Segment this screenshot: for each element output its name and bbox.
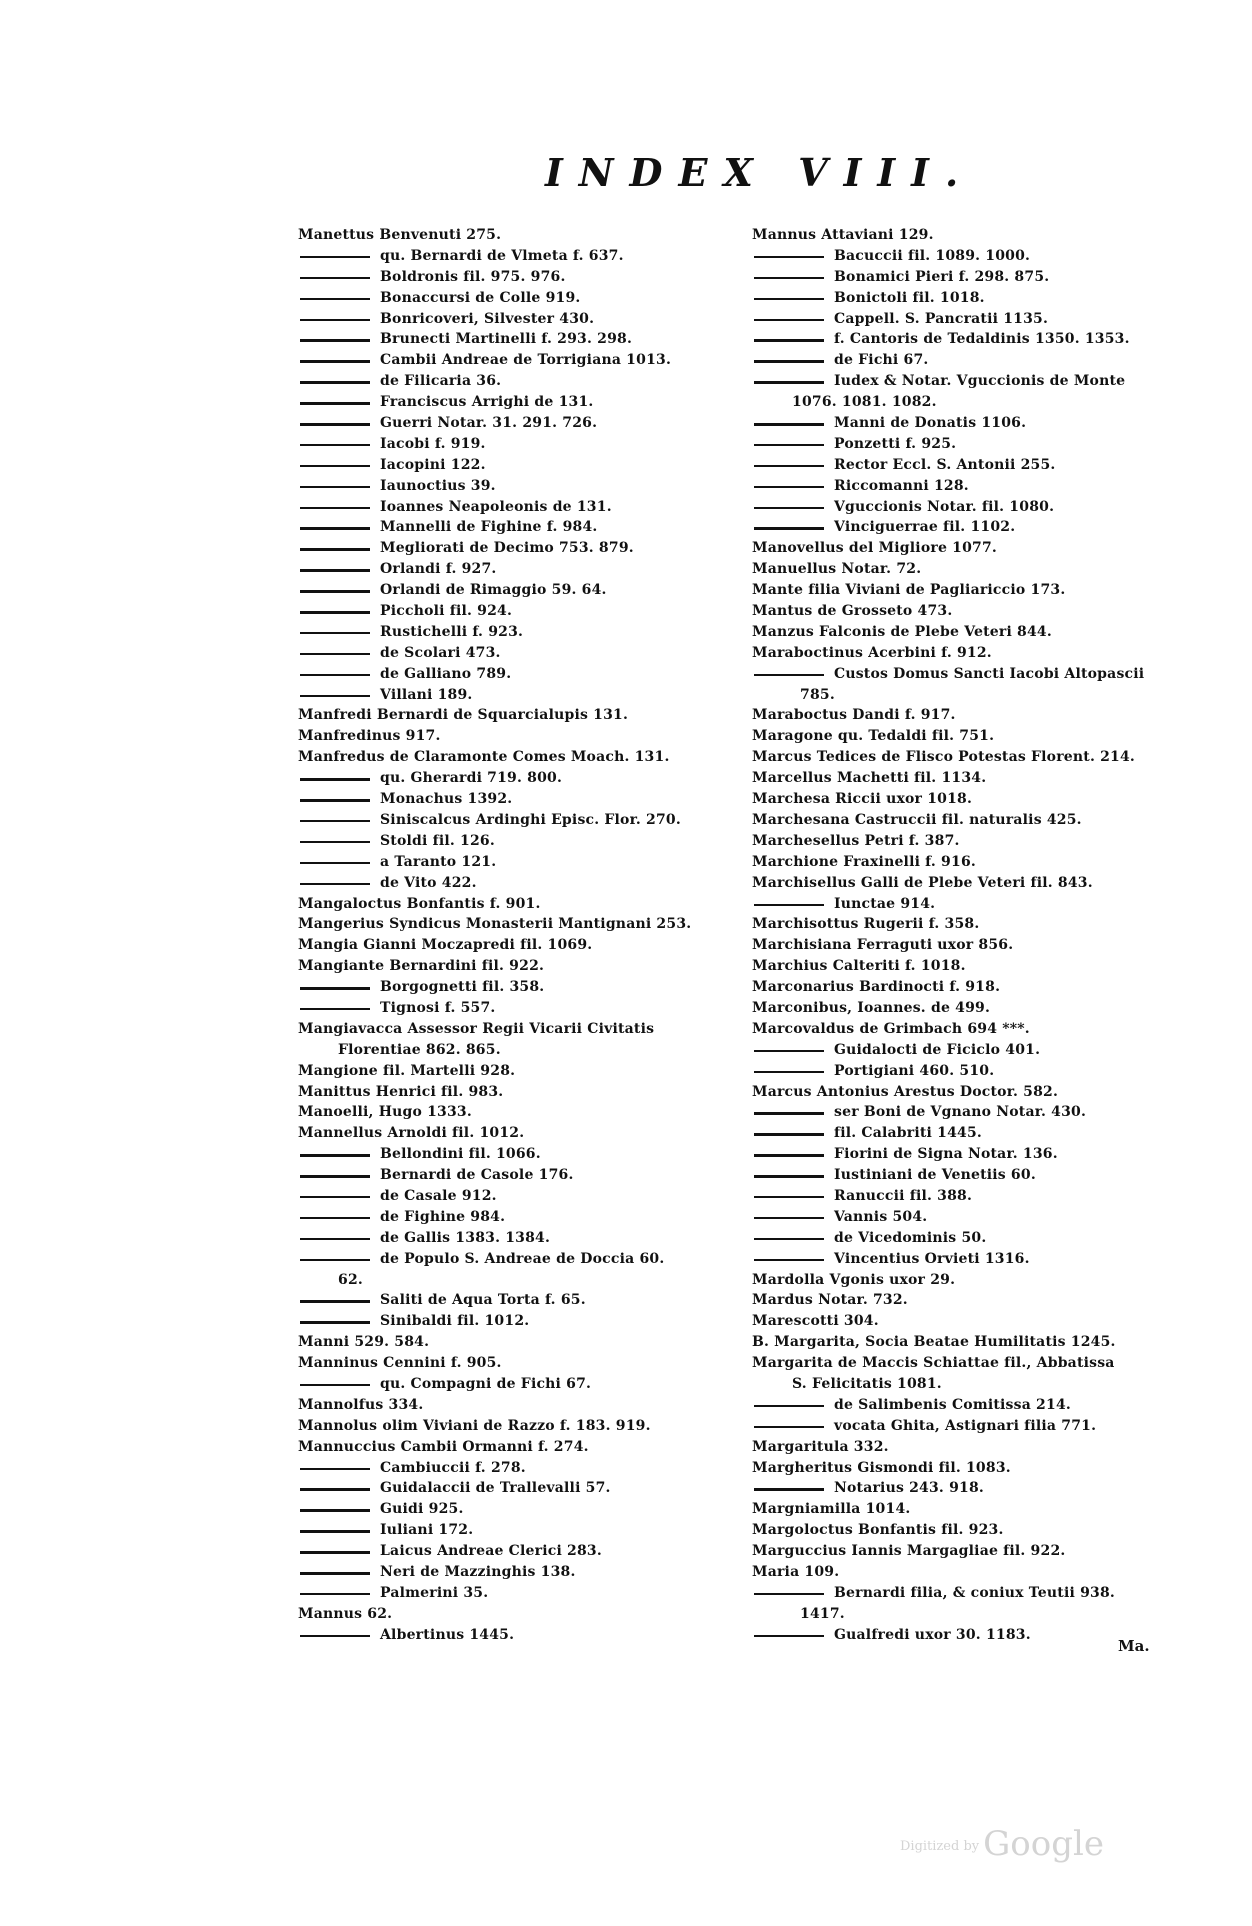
index-entry: Iuliani 172. <box>298 1520 738 1541</box>
index-entry: Iaunoctius 39. <box>298 476 738 497</box>
index-entry: Marchesa Riccii uxor 1018. <box>752 791 973 808</box>
index-entry: Marchesellus Petri f. 387. <box>752 832 960 849</box>
index-entry: de Casale 912. <box>298 1186 738 1207</box>
index-entry: Marchesana Castruccii fil. naturalis 425. <box>752 811 1082 828</box>
index-entry: Boldronis fil. 975. 976. <box>298 267 738 288</box>
index-entry: Neri de Mazzinghis 138. <box>298 1562 738 1583</box>
index-entry: 785. <box>800 686 835 703</box>
index-entry: Manovellus del Migliore 1077. <box>752 540 997 557</box>
index-column-left <box>298 225 738 1646</box>
index-entry: Manettus Benvenuti 275. <box>298 227 502 243</box>
index-entry: Tignosi f. 557. <box>298 998 738 1019</box>
index-entry: Riccomanni 128. <box>752 476 1197 497</box>
index-entry: Guidi 925. <box>298 1499 738 1520</box>
index-entry: Ioannes Neapoleonis de 131. <box>298 497 738 518</box>
index-entry: Marcovaldus de Grimbach 694 ***. <box>752 1020 1030 1037</box>
index-entry: Manni 529. 584. <box>298 1334 430 1351</box>
index-entry: Vannis 504. <box>752 1207 1197 1228</box>
index-entry: Manfredi Bernardi de Squarcialupis 131. <box>298 707 629 724</box>
index-entry: de Salimbenis Comitissa 214. <box>752 1395 1197 1416</box>
index-entry: Margheritus Gismondi fil. 1083. <box>752 1459 1011 1476</box>
index-entry: Iacobi f. 919. <box>298 434 738 455</box>
index-entry: Manuellus Notar. 72. <box>752 561 922 578</box>
index-entry: Margarita de Maccis Schiattae fil., Abbatissa <box>752 1355 1115 1372</box>
index-entry: Manfredus de Claramonte Comes Moach. 131. <box>298 749 670 766</box>
index-entry: f. Cantoris de Tedaldinis 1350. 1353. <box>752 329 1197 350</box>
index-entry: Marchius Calteriti f. 1018. <box>752 958 966 975</box>
index-entry: Mangione fil. Martelli 928. <box>298 1062 516 1079</box>
index-entry: Fiorini de Signa Notar. 136. <box>752 1144 1197 1165</box>
index-entry: Mantus de Grosseto 473. <box>752 603 953 620</box>
index-entry: Bonictoli fil. 1018. <box>752 288 1197 309</box>
index-entry: Marchisottus Rugerii f. 358. <box>752 916 980 933</box>
index-entry: Marcus Antonius Arestus Doctor. 582. <box>752 1083 1059 1100</box>
index-entry: Bellondini fil. 1066. <box>298 1144 738 1165</box>
index-entry: S. Felicitatis 1081. <box>792 1375 942 1392</box>
index-entry: de Populo S. Andreae de Doccia 60. <box>298 1249 738 1270</box>
index-entry: Marcellus Machetti fil. 1134. <box>752 770 987 787</box>
index-entry: Maria 109. <box>752 1564 840 1580</box>
index-entry: Vincentius Orvieti 1316. <box>752 1249 1197 1270</box>
index-entry: Sinibaldi fil. 1012. <box>298 1311 738 1332</box>
index-entry: Mangiante Bernardini fil. 922. <box>298 958 545 975</box>
index-entry: Monachus 1392. <box>298 789 738 810</box>
index-entry: Mannus 62. <box>298 1605 393 1622</box>
index-entry: Palmerini 35. <box>298 1583 738 1604</box>
index-entry: de Vicedominis 50. <box>752 1228 1197 1249</box>
index-entry: Margniamilla 1014. <box>752 1501 911 1518</box>
index-entry: de Gallis 1383. 1384. <box>298 1228 738 1249</box>
index-entry: Notarius 243. 918. <box>752 1478 1197 1499</box>
index-entry: Marconarius Bardinocti f. 918. <box>752 979 1001 996</box>
index-entry: Laicus Andreae Clerici 283. <box>298 1541 738 1562</box>
index-entry: Orlandi de Rimaggio 59. 64. <box>298 580 738 601</box>
watermark-brand: Google <box>983 1824 1104 1864</box>
index-entry: Stoldi fil. 126. <box>298 831 738 852</box>
index-entry: Ranuccii fil. 388. <box>752 1186 1197 1207</box>
index-entry: Piccholi fil. 924. <box>298 601 738 622</box>
index-entry: Margaritula 332. <box>752 1438 889 1455</box>
index-entry: Manittus Henrici fil. 983. <box>298 1083 504 1100</box>
index-entry: Manninus Cennini f. 905. <box>298 1355 502 1372</box>
index-entry: Orlandi f. 927. <box>298 559 738 580</box>
index-entry: Iustiniani de Venetiis 60. <box>752 1165 1197 1186</box>
index-entry: Mardolla Vgonis uxor 29. <box>752 1271 956 1288</box>
index-entry: Albertinus 1445. <box>298 1625 738 1646</box>
index-entry: 1076. 1081. 1082. <box>792 394 937 411</box>
index-entry: Mangia Gianni Moczapredi fil. 1069. <box>298 937 593 954</box>
index-entry: Marchisiana Ferraguti uxor 856. <box>752 937 1014 954</box>
index-entry: de Vito 422. <box>298 873 738 894</box>
index-entry: Guerri Notar. 31. 291. 726. <box>298 413 738 434</box>
index-entry: Marguccius Iannis Margagliae fil. 922. <box>752 1543 1066 1560</box>
index-entry: Villani 189. <box>298 685 738 706</box>
index-entry: Megliorati de Decimo 753. 879. <box>298 538 738 559</box>
index-entry: vocata Ghita, Astignari filia 771. <box>752 1416 1197 1437</box>
index-entry: Ponzetti f. 925. <box>752 434 1197 455</box>
index-entry: qu. Bernardi de Vlmeta f. 637. <box>298 246 738 267</box>
digitized-watermark <box>900 1824 1104 1864</box>
index-entry: Marchione Fraxinelli f. 916. <box>752 853 976 870</box>
index-entry: Manfredinus 917. <box>298 728 441 745</box>
index-entry: Gualfredi uxor 30. 1183. <box>752 1625 1197 1646</box>
index-entry: Mannus Attaviani 129. <box>752 227 934 243</box>
index-entry: Cambiuccii f. 278. <box>298 1458 738 1479</box>
index-entry: Maraboctus Dandi f. 917. <box>752 707 956 724</box>
index-entry: Mante filia Viviani de Pagliariccio 173. <box>752 582 1066 599</box>
index-entry: Mangiavacca Assessor Regii Vicarii Civitatis <box>298 1020 655 1037</box>
index-entry: qu. Compagni de Fichi 67. <box>298 1374 738 1395</box>
index-entry: de Fighine 984. <box>298 1207 738 1228</box>
index-entry: Iudex & Notar. Vguccionis de Monte <box>752 371 1197 392</box>
index-column-right <box>752 225 1197 1646</box>
index-entry: ser Boni de Vgnano Notar. 430. <box>752 1102 1197 1123</box>
index-entry: de Filicaria 36. <box>298 371 738 392</box>
index-entry: Bacuccii fil. 1089. 1000. <box>752 246 1197 267</box>
index-entry: de Scolari 473. <box>298 643 738 664</box>
index-entry: Manoelli, Hugo 1333. <box>298 1104 472 1121</box>
index-entry: de Galliano 789. <box>298 664 738 685</box>
index-entry: Mangaloctus Bonfantis f. 901. <box>298 895 541 912</box>
index-entry: Brunecti Martinelli f. 293. 298. <box>298 329 738 350</box>
index-entry: fil. Calabriti 1445. <box>752 1123 1197 1144</box>
index-entry: Vguccionis Notar. fil. 1080. <box>752 497 1197 518</box>
index-entry: Rustichelli f. 923. <box>298 622 738 643</box>
index-entry: Bonaccursi de Colle 919. <box>298 288 738 309</box>
index-entry: de Fichi 67. <box>752 350 1197 371</box>
index-entry: Marescotti 304. <box>752 1313 879 1330</box>
index-entry: Cambii Andreae de Torrigiana 1013. <box>298 350 738 371</box>
index-entry: Mannellus Arnoldi fil. 1012. <box>298 1125 525 1142</box>
index-entry: Florentiae 862. 865. <box>338 1041 501 1058</box>
index-entry: Bonricoveri, Silvester 430. <box>298 309 738 330</box>
index-entry: Mannolfus 334. <box>298 1396 424 1413</box>
index-entry: Mannolus olim Viviani de Razzo f. 183. 919. <box>298 1417 651 1434</box>
index-entry: Iacopini 122. <box>298 455 738 476</box>
index-entry: Mannelli de Fighine f. 984. <box>298 517 738 538</box>
index-entry: Marcus Tedices de Flisco Potestas Florent. 214. <box>752 749 1135 766</box>
index-entry: qu. Gherardi 719. 800. <box>298 768 738 789</box>
index-entry: B. Margarita, Socia Beatae Humilitatis 1245. <box>752 1334 1116 1351</box>
index-entry: Bernardi filia, & coniux Teutii 938. <box>752 1583 1197 1604</box>
index-entry: Cappell. S. Pancratii 1135. <box>752 309 1197 330</box>
index-entry: 1417. <box>800 1605 845 1622</box>
index-entry: Bernardi de Casole 176. <box>298 1165 738 1186</box>
page-title: INDEX VIII. <box>545 150 975 195</box>
index-entry: Borgognetti fil. 358. <box>298 977 738 998</box>
index-entry: Portigiani 460. 510. <box>752 1061 1197 1082</box>
index-entry: Maraboctinus Acerbini f. 912. <box>752 644 992 661</box>
index-entry: Margoloctus Bonfantis fil. 923. <box>752 1522 1004 1539</box>
index-entry: Siniscalcus Ardinghi Episc. Flor. 270. <box>298 810 738 831</box>
index-entry: Iunctae 914. <box>752 894 1197 915</box>
index-entry: Marconibus, Ioannes. de 499. <box>752 999 991 1016</box>
catchword: Ma. <box>1118 1637 1150 1655</box>
index-entry: Maragone qu. Tedaldi fil. 751. <box>752 728 995 745</box>
index-entry: Manni de Donatis 1106. <box>752 413 1197 434</box>
index-entry: Guidalaccii de Trallevalli 57. <box>298 1478 738 1499</box>
index-entry: Mannuccius Cambii Ormanni f. 274. <box>298 1438 589 1455</box>
index-entry: a Taranto 121. <box>298 852 738 873</box>
watermark-prefix: Digitized by <box>900 1838 980 1854</box>
index-entry: 62. <box>338 1271 363 1288</box>
index-entry: Franciscus Arrighi de 131. <box>298 392 738 413</box>
index-entry: Saliti de Aqua Torta f. 65. <box>298 1290 738 1311</box>
index-entry: Rector Eccl. S. Antonii 255. <box>752 455 1197 476</box>
index-entry: Guidalocti de Ficiclo 401. <box>752 1040 1197 1061</box>
index-entry: Vinciguerrae fil. 1102. <box>752 517 1197 538</box>
index-entry: Custos Domus Sancti Iacobi Altopascii <box>752 664 1197 685</box>
index-entry: Bonamici Pieri f. 298. 875. <box>752 267 1197 288</box>
index-entry: Mardus Notar. 732. <box>752 1292 908 1309</box>
index-entry: Marchisellus Galli de Plebe Veteri fil. 843. <box>752 874 1093 891</box>
index-entry: Mangerius Syndicus Monasterii Mantignani 253. <box>298 916 692 933</box>
index-entry: Manzus Falconis de Plebe Veteri 844. <box>752 623 1052 640</box>
